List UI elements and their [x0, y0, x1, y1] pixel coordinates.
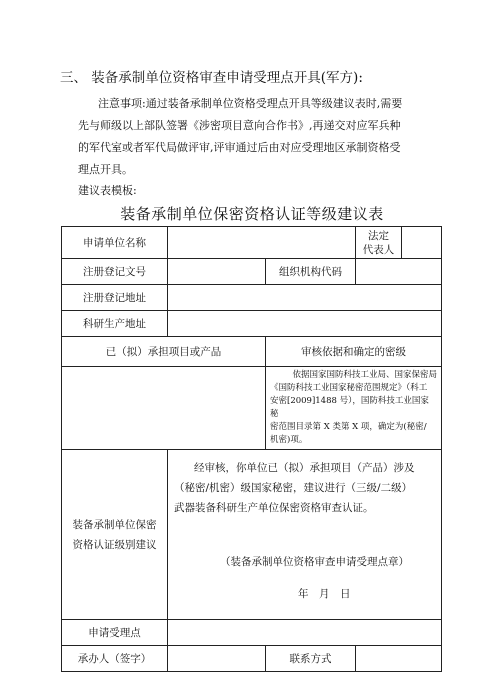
applicant-name-field[interactable] — [168, 227, 356, 259]
reg-address-label: 注册登记地址 — [62, 285, 168, 311]
research-address-label: 科研生产地址 — [62, 311, 168, 337]
date-text: 年 月 日 — [298, 588, 351, 600]
suggestion-label — [62, 450, 168, 620]
suggestion-text-line-3: 武器装备科研生产单位保密资格审查认证。 — [174, 502, 374, 514]
reg-doc-no-field[interactable] — [168, 259, 266, 285]
basis-text-line-1: 依据国家国防科技工业局、国家保密局 — [292, 370, 437, 380]
contact-label: 联系方式 — [266, 646, 356, 672]
suggestion-label-line-1: 装备承制单位保密 — [72, 518, 157, 531]
accept-point-label: 申请受理点 — [62, 620, 168, 646]
applicant-name-label: 申请单位名称 — [62, 227, 168, 259]
projects-field[interactable] — [62, 367, 266, 450]
suggestion-label-line-2: 资格认证级别建议 — [72, 538, 157, 551]
legal-rep-label-line-2: 代表人 — [362, 243, 395, 256]
reg-doc-no-label: 注册登记文号 — [62, 259, 168, 285]
notice-line-2: 先与师级以上部队签署《涉密项目意向合作书》,再递交对应军兵种 — [78, 119, 401, 132]
notice-line-1: 注意事项:通过装备承制单位资格受理点开具等级建议表时,需要 — [98, 97, 403, 110]
legal-rep-label — [356, 227, 402, 259]
basis-label: 审核依据和确定的密级 — [266, 337, 442, 367]
notice-line-4: 理点开具。 — [78, 163, 133, 176]
suggestion-text-line-2: （秘密/机密）级国家秘密，建议进行（三级/二级） — [174, 482, 413, 494]
research-address-field[interactable] — [168, 311, 442, 337]
suggestion-text — [168, 450, 441, 518]
org-code-label: 组织机构代码 — [266, 259, 356, 285]
projects-label: 已（拟）承担项目或产品 — [62, 337, 266, 367]
reg-address-field[interactable] — [168, 285, 442, 311]
legal-rep-label-line-1: 法定 — [368, 229, 389, 242]
legal-rep-field[interactable] — [402, 227, 442, 259]
contact-field[interactable] — [356, 646, 442, 672]
suggestion-text-line-1: 经审核，你单位已（拟）承担项目（产品）涉及 — [194, 462, 415, 474]
template-label: 建议表模板: — [78, 184, 137, 197]
basis-text-line-4: 密范围目录第 X 类第 X 项，确定为(秘密/ — [270, 422, 427, 432]
suggestion-cell — [168, 450, 442, 620]
form-title: 装备承制单位保密资格认证等级建议表 — [120, 205, 384, 223]
stamp-text: （装备承制单位资格审查申请受理点章） — [220, 556, 409, 568]
basis-text — [266, 367, 442, 450]
notice-line-3: 的军代室或者军代局做评审,评审通过后由对应受理地区承制资格受 — [78, 141, 401, 154]
org-code-field[interactable] — [356, 259, 442, 285]
basis-text-line-2: 《国防科技工业国家秘密范围规定》（科工 — [270, 383, 428, 393]
handler-signature-field[interactable] — [168, 646, 266, 672]
suggestion-form-table — [61, 226, 442, 672]
basis-text-line-3: 安密[2009]1488 号），国防科技工业国家秘 — [270, 396, 429, 419]
basis-text-line-5: 机密)项。 — [270, 435, 308, 445]
accept-point-field[interactable] — [168, 620, 442, 646]
handler-label: 承办人（签字） — [62, 646, 168, 672]
section-heading: 三、 装备承制单位资格审查申请受理点开具(军方): — [60, 70, 363, 86]
